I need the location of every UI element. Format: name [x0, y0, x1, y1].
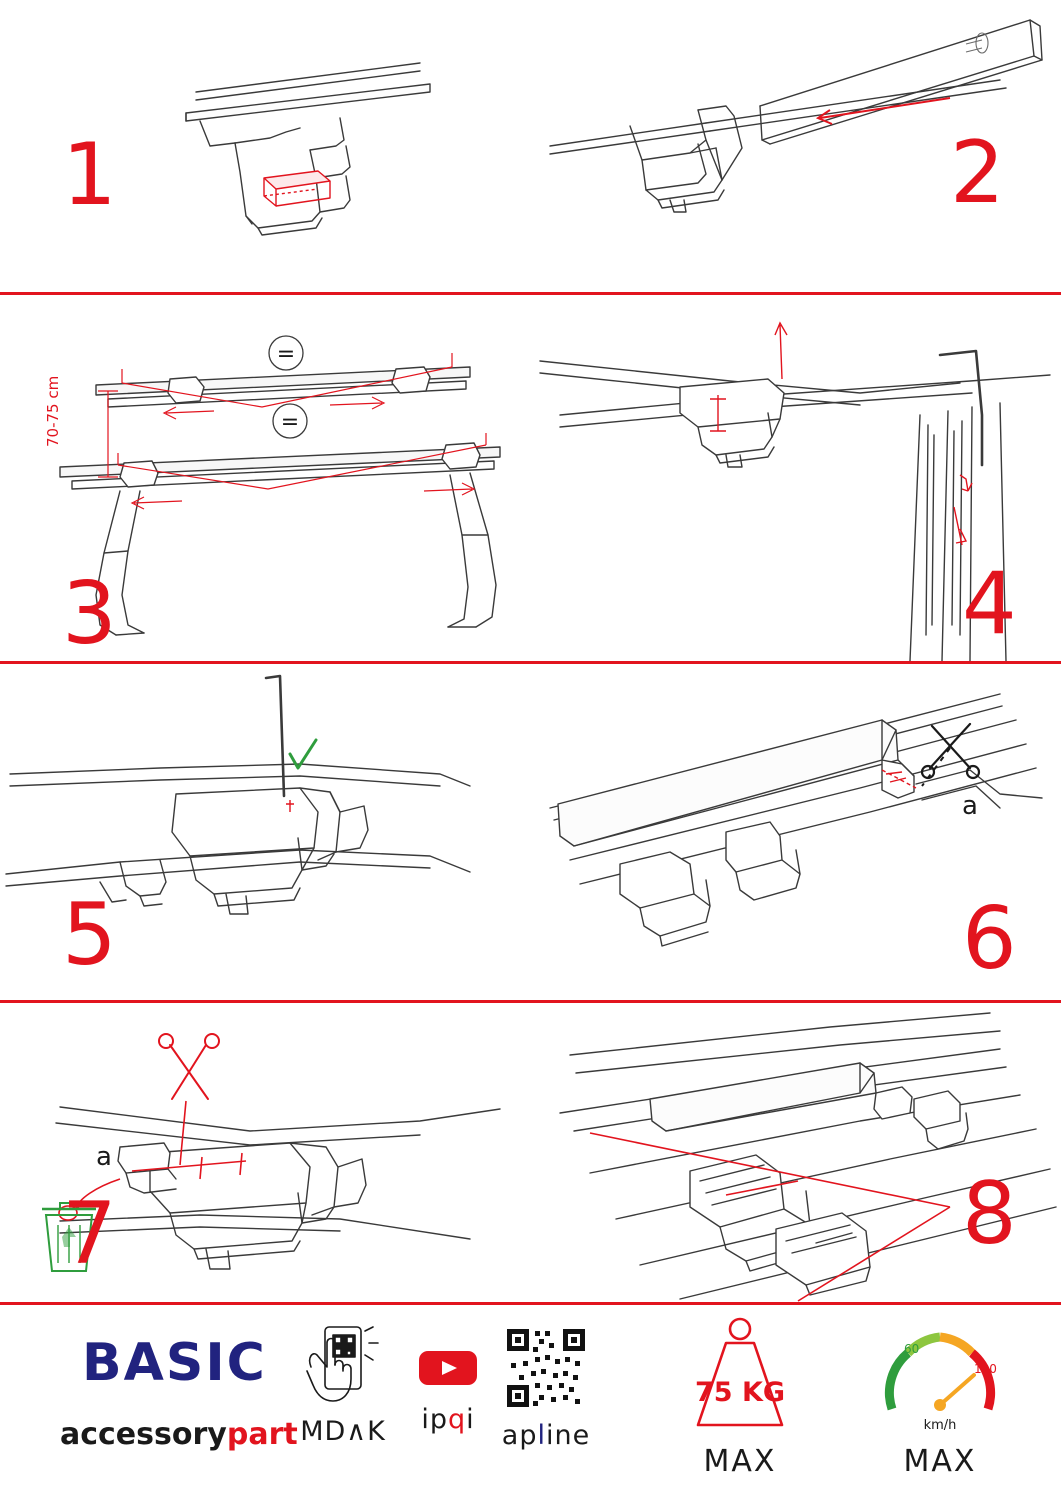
step-5-panel: [0, 664, 530, 1000]
max-speed-label: MAX: [903, 1444, 977, 1479]
svg-text:=: =: [276, 342, 296, 367]
brand-name-prefix: accessory: [60, 1417, 227, 1452]
youtube-icon: [415, 1345, 481, 1391]
step-3-panel: [0, 295, 530, 661]
spec-max-load: [660, 1313, 820, 1479]
ipqi-prefix: ip: [421, 1404, 448, 1435]
step-2-panel: [530, 0, 1061, 292]
svg-text:=: =: [280, 410, 300, 435]
mdak-middle: ∧: [346, 1416, 368, 1447]
step-1-panel: [0, 0, 530, 292]
step-4-number: 4: [962, 554, 1015, 654]
step-7-panel: [0, 1003, 530, 1302]
speed-tick-60: 60: [904, 1342, 920, 1356]
step-1-number: 1: [62, 125, 115, 225]
weight-icon: [670, 1313, 810, 1439]
logo-mdak-caption: [288, 1416, 398, 1447]
qr-code-icon: [505, 1327, 587, 1409]
speedometer-icon: [870, 1313, 1010, 1439]
hand-phone-qr-icon: [295, 1323, 391, 1411]
step-7-number: 7: [62, 1184, 115, 1284]
apline-prefix: ap: [501, 1420, 538, 1451]
apline-middle: l: [537, 1420, 546, 1451]
max-load-label: MAX: [703, 1444, 777, 1479]
brand-title: BASIC: [82, 1333, 267, 1393]
mdak-suffix: K: [367, 1416, 386, 1447]
apline-suffix: ine: [545, 1420, 591, 1451]
logo-apline-caption: [486, 1420, 606, 1451]
step-8-number: 8: [962, 1164, 1015, 1264]
step-6-panel: [530, 664, 1061, 1000]
step-7-part-label: a: [96, 1142, 112, 1172]
ipqi-middle: q: [447, 1404, 467, 1435]
step-3-number: 3: [62, 564, 115, 661]
step-4-panel: [530, 295, 1061, 661]
speed-tick-120: 120: [974, 1362, 997, 1376]
step-6-part-label: a: [962, 791, 978, 821]
footer: [0, 1305, 1061, 1500]
step-5-number: 5: [62, 885, 115, 985]
step-3-dimension-label: 70-75 cm: [44, 375, 62, 447]
logo-mdak[interactable]: [288, 1323, 398, 1447]
mdak-prefix: MD: [300, 1416, 347, 1447]
brand-name-suffix: part: [226, 1417, 298, 1452]
logo-apline[interactable]: [486, 1327, 606, 1451]
brand-name: [60, 1417, 298, 1452]
spec-max-speed: [860, 1313, 1020, 1479]
max-load-value: 75 KG: [694, 1377, 786, 1408]
ipqi-suffix: i: [466, 1404, 475, 1435]
step-8-panel: [530, 1003, 1061, 1302]
speed-unit: km/h: [923, 1418, 957, 1433]
step-2-number: 2: [950, 123, 1003, 223]
step-6-number: 6: [962, 889, 1015, 989]
